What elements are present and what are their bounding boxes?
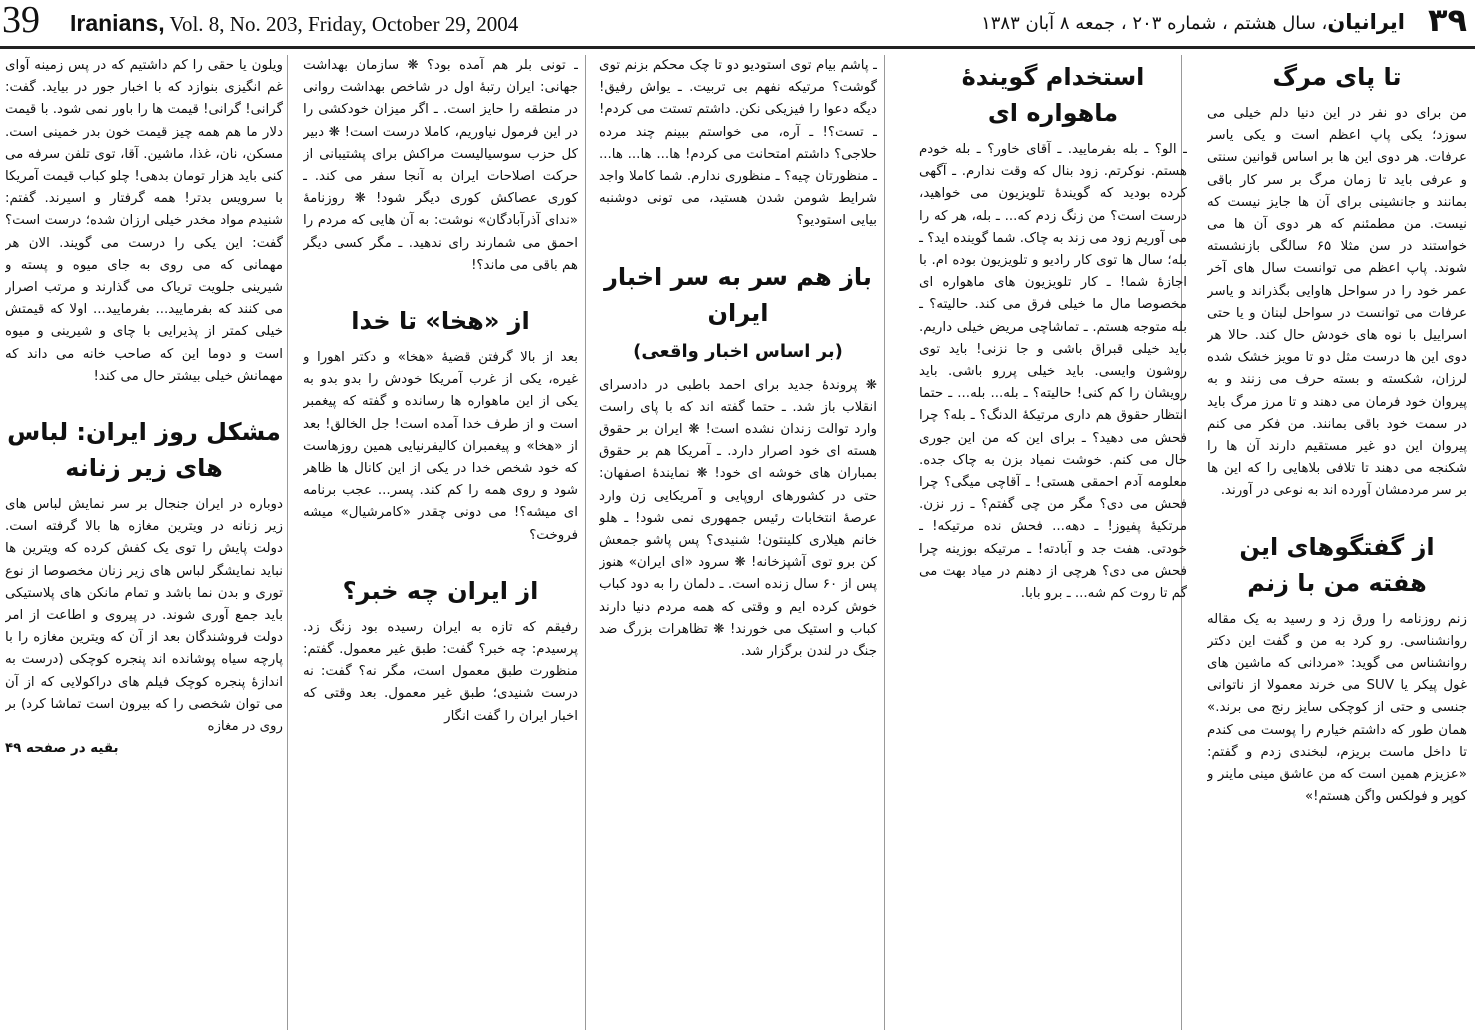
page-number-en: 39 [2, 0, 40, 41]
column-4 [303, 55, 578, 1030]
issue-info-fa: ، سال هشتم ، شماره ۲۰۳ ، جمعه ۸ آبان ۱۳۸۳ [981, 13, 1328, 34]
issue-info-en: Vol. 8, No. 203, Friday, October 29, 2004 [169, 12, 519, 36]
column-2 [919, 55, 1187, 1030]
article-body: ـ تونی بلر هم آمده بود؟ ❋ سازمان بهداشت جهانی: ایران رتبهٔ اول در شاخص بهداشت روانی در منطقه را حایز است. ـ اگر میزان خودکشی را در این فرمول نیاوریم، کاملا درست است! ❋ دبیر کل حزب سوسیالیست مراکش برای پشتیبانی از حرکت اصلاحات ایران به آنجا سفر می کند. ـ کوری عصاکش کوری دیگر شود! ❋ روزنامهٔ «ندای آذرآبادگان» نوشت: به آن هایی که مردم را احمق می شمارند رای ندهید. ـ مگر کسی دیگر هم باقی می ماند؟! [303, 58, 578, 273]
article-body: ـ پاشم بیام توی استودیو دو تا چک محکم بزنم توی گوشت؟ مرتیکه نفهم بی تربیت. ـ یواش رفیق! دیگه دعوا را فیزیکی نکن. داشتم تستت می کردم! ـ تست؟! ـ آره، می خواستم ببینم چند مرده حلاجی؟ داشتم امتحانت می کردم! ها... ها... ها... ـ منظورتان چیه؟ ـ منظوری ندارم. شما کاملا واجد شرایط شومن شدن هستید، می تونی دوشنبه بیایی استودیو؟ [599, 58, 877, 229]
article-title: تا پای مرگ [1272, 63, 1402, 91]
masthead-en [70, 10, 518, 37]
article-body: بعد از بالا گرفتن قضیهٔ «هخا» و دکتر اهورا و غیره، یکی از غرب آمریکا خودش را بدو بدو به یکی از این ماهواره ها رسانده و گفته که پیغمبر است و از طرف خدا آمده است! جل الخالق! بعد از «هخا» و پیغمبران کالیفرنیایی همین روزهاست که خود شخص خدا در یکی از این کانال ها ظاهر شود و روی همه را کم کند. پسر... عجب برنامه ای میشه؟! می دونی چقدر «کامرشیال» میشه فروخت؟ [303, 350, 578, 543]
article-title: استخدام گویندهٔ ماهواره ای [961, 63, 1145, 127]
article-title: از گفتگوهای این هفته من با زنم [1239, 532, 1435, 597]
masthead-title-fa: ایرانیان [1327, 10, 1405, 34]
article-body: ❋ پروندهٔ جدید برای احمد باطبی در دادسرای انقلاب باز شد. ـ حتما گفته اند که با پای راست وارد توالت زندان نشده است! ❋ ایران بر حقوق هسته ای خود اصرار دارد. ـ آمریکا هم بر حقوق بمباران های خوشه ای خود! ❋ نمایندهٔ اصفهان: حتی در کشورهای اروپایی و آمریکایی زن وارد عرصهٔ انتخابات رئیس جمهوری نمی شود! ـ هلو خانم هیلاری کلینتون! شنیدی؟ پس پاشو جمعش کن برو توی آشپزخانه! ❋ سرود «ای ایران» هنوز پس از ۶۰ سال زنده است. ـ دلمان را به دود کباب خوش کرده ایم و وقتی که همه مردم دنیا دارند کباب و استیک می خورند! ❋ تظاهرات بزرگ ضد جنگ در لندن برگزار شد. [599, 377, 877, 660]
page-number-fa: ۳۹ [1427, 1, 1467, 39]
article-body: رفیقم که تازه به ایران رسیده بود زنگ زد. پرسیدم: چه خبر؟ گفت: طبق غیر معمول. گفتم: منظورت طبق معمول است، مگر نه؟ گفت: نه درست شنیدی؛ طبق غیر معمول. بعد وقتی که اخبار ایران را گفت انگار [303, 619, 578, 724]
article-body: زنم روزنامه را ورق زد و رسید به یک مقاله روانشناسی. رو کرد به من و گفت این دکتر روانشناس می گوید: «مردانی که ماشین های غول پیکر یا SUV می خرند معمولا از ناتوانی جنسی و حتی از کوچکی سایز رنج می برند.» همان طور که داشتم خیارم را پوست می کندم تا داخل ماست بریزم، لبخندی زدم و گفتم: «عزیزم همین است که من عاشق مینی ماینر و کوپر و فولکس واگن هستم!» [1207, 611, 1467, 805]
continued-on-page: بقیه در صفحه ۴۹ [5, 741, 119, 757]
masthead-title-en: Iranians, [70, 10, 165, 36]
column-1 [1207, 55, 1467, 1030]
article-body: ـ الو؟ ـ بله بفرمایید. ـ آقای خاور؟ ـ بله خودم هستم. نوکرتم. زود بنال که وقت ندارم. ـ آگهی کرده بودید که گویندهٔ تلویزیون می خواهید، درست است؟ من زنگ زدم که... ـ بله، هر که را می آوریم زود می زند به چاک. شما گوینده اید؟ ـ بله؛ سال ها توی کار رادیو و تلویزیون بوده ام. با اجازهٔ شما! ـ کار تلویزیون های ماهواره ای مخصوصا مال ما خیلی فرق می کند. حالیته؟ ـ بله متوجه هستم. ـ تماشاچی مریض خیلی داریم. باید خیلی قبراق باشی و جا نزنی! باید توی روشون وایسی. باید خیلی پررو باشی. باید رویشان را کم کنی! حالیته؟ ـ بله... بله... ـ حتما انتظار حقوق هم داری مرتیکهٔ الدنگ؟ ـ بله؟ چرا فحش می دهید؟ ـ برای این که من این جوری حال می کنم. خوشت نمیاد بزن به چاک جده. معلومه آدم احمقی هستی! ـ آقاچی میگی؟ چرا فحش می دی؟ مگر من چی گفتم؟ ـ زر نزن. مرتکیهٔ پفیوز! ـ دهه... فحش نده مرتیکه! ـ خودتی. هفت جد و آبادته! ـ مرتیکه بوزینه چرا فحش می دی؟ هرچی از دهنم در میاد بهت می گم تا روت کم شه... ـ برو بابا. [919, 142, 1187, 602]
article-body: دوباره در ایران جنجال بر سر نمایش لباس های زیر زنانه در ویترین مغازه ها بالا گرفته است. دولت پایش را توی یک کفش کرده که ویترین ها نباید نمایشگر لباس های زیر زنان مخصوصا از نوع توری و بدن نما باشد و تمام مانکن های پلاستیکی باید جمع آوری شوند. در پیروی و اطاعت از امر دولت فروشندگان بعد از آن که ویترین مغازه را با پارچه سیاه پوشانده اند پنجره کوچکی (درست به اندازهٔ پنجره کوچک فیلم های دراکولایی که از آن می توان شخصی را که بیرون است تماشا کرد) بر روی در مغازه [5, 497, 283, 735]
article-title: باز هم سر به سر اخبار ایران [604, 262, 872, 327]
column-rule [884, 55, 885, 1030]
masthead-fa [981, 10, 1405, 34]
column-rule [287, 55, 288, 1030]
article-body: من برای دو نفر در این دنیا دلم خیلی می سوزد؛ یکی پاپ اعظم است و یکی یاسر عرفات. هر دوی این ها بر اساس قوانین سنتی و عرفی باید تا زمان مرگ بر سر کار باقی بمانند و جانشینی برای آن ها جایز نیست که نیست. من مطمئنم که هر دوی آن ها می خواستند در سن مثلا ۶۵ سالگی بازنشسته شوند. پاپ اعظم می توانست سال های آخر عمر خود را در سواحل هاوایی بگذراند و یاسر عرفات می توانست در سواحل لبنان و یا حتی اسراییل با نوه های خودش حال کند. حالا هر دوی این ها درست مثل دو تا مویز خشک شده لرزان، شکسته و بسته حرف می زنند و به پیروان خود فرمان می دهند و تا مرز مرگ باید در سمت خود باقی بمانند. من فکر می کنم پیروان این دو غیر مستقیم دارند آن ها را شکنجه می دهند تا تلافی بلاهایی را که این ها بر سر مردمشان آورده اند به نوعی در آورند. [1207, 106, 1467, 499]
column-3 [599, 55, 877, 1030]
article-body: ویلون یا حقی را کم داشتیم که در پس زمینه آوای غم انگیزی بنوازد که با اخبار جور در بیاید. گفت: گرانی! گرانی! قیمت ها را باور نمی شود. با قیمت دلار ما هم همه چیز قیمت خون بدر خمینی است. مسکن، نان، غذا، ماشین. آقا، توی تلفن سرفه می کنی باید هزار تومان بدهی! چلو کباب قیمت آمریکا با سرویس بدتر! همه گرفتار و اسیرند. گفتم: شنیدم مواد مخدر خیلی ارزان شده؛ درست است؟ گفت: این یکی را درست می گویند. الان هر مهمانی که می روی به جای میوه و پسته و شیرینی جلویت تریاک می گذارند و مرتب اصرار می کنند که بفرمایید... بفرمایید... اولا که قیمتش خیلی کمتر از پذیرایی با چای و شیرینی و میوه است و دوما این که صاحب خانه می داند که مهمانش خیلی بیشتر حال می کند! [5, 58, 283, 384]
column-5 [5, 55, 283, 1030]
page-header [0, 0, 1475, 49]
column-rule [585, 55, 586, 1030]
article-title: از «هخا» تا خدا [351, 307, 530, 336]
article-title: مشکل روز ایران: لباس های زیر زنانه [7, 418, 281, 483]
article-subtitle: (بر اساس اخبار واقعی) [633, 340, 843, 362]
article-title: از ایران چه خبر؟ [342, 576, 539, 605]
